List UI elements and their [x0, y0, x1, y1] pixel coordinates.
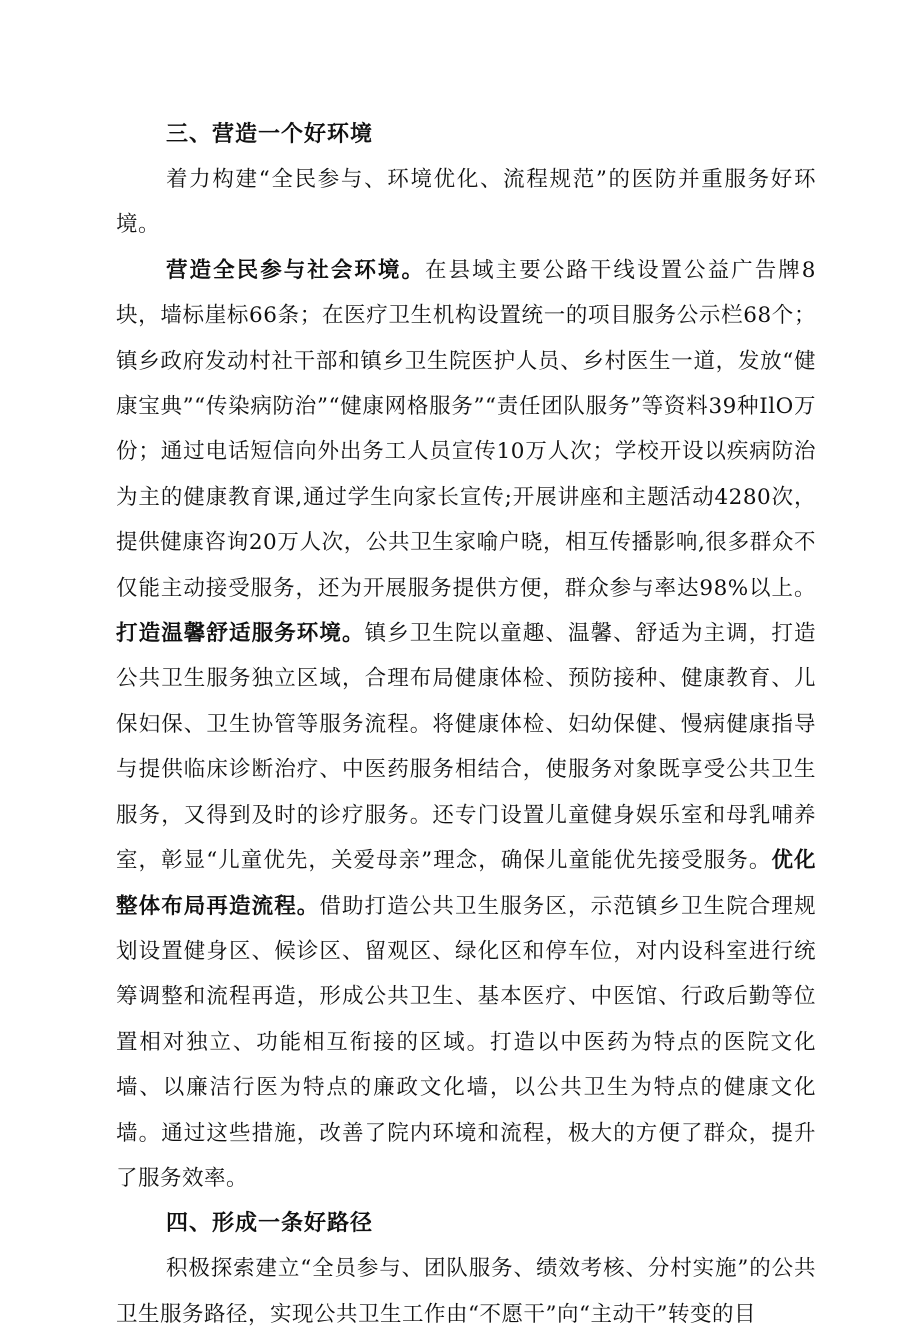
section-4-heading: 四、形成一条好路径 — [166, 1210, 374, 1237]
lead-service-environment: 打造温馨舒适服务环境。 — [116, 621, 365, 647]
section-3-intro: 着力构建“全民参与、环境优化、流程规范”的医防并重服务好环境。 — [116, 167, 816, 238]
section-4-body: 积极探索建立“全员参与、团队服务、绩效考核、分村实施”的公共卫生服务路径，实现公共卫生工作由“不愿干”向“主动干”转变的目 — [116, 1256, 816, 1327]
section-3-heading: 三、营造一个好环境 — [166, 121, 374, 147]
layout-process-text: 借助打造公共卫生服务区，示范镇乡卫生院合理规划设置健身区、候诊区、留观区、绿化区和停车位，对内设科室进行统筹调整和流程再造，形成公共卫生、基本医疗、中医馆、行政后勤等位置相对独立、功能相互衔接的区域。打造以中医药为特点的医院文化墙、以廉洁行医为特点的廉政文化墙，以公共卫生为特点的健康文化墙。通过这些措施，改善了院内环境和流程，极大的方便了群众，提升了服务效率。 — [116, 893, 816, 1191]
community-environment-text: 在县域主要公路干线设置公益广告牌8块，墙标崖标66条；在医疗卫生机构设置统一的项目服务公示栏68个；镇乡政府发动村社干部和镇乡卫生院医护人员、乡村医生一道，发放“健康宝典”“传染病防治”“健康网格服务”“责任团队服务”等资料39种IlO万份；通过电话短信向外出务工人员宣传10万人次；学校开设以疾病防治为主的健康教育课,通过学生向家长宣传;开展讲座和主题活动4280次，提供健康咨询20万人次，公共卫生家喻户晓，相互传播影响,很多群众不仅能主动接受服务，还为开展服务提供方便，群众参与率达98%以上。 — [116, 257, 816, 601]
service-environment-text: 镇乡卫生院以童趣、温馨、舒适为主调，打造公共卫生服务独立区域，合理布局健康体检、预防接种、健康教育、儿保妇保、卫生协管等服务流程。将健康体检、妇幼保健、慢病健康指导与提供临床诊断治疗、中医药服务相结合，使服务对象既享受公共卫生服务，又得到及时的诊疗服务。还专门设置儿童健身娱乐室和母乳哺养室，彰显“儿童优先，关爱母亲”理念，确保儿童能优先接受服务。 — [116, 621, 816, 874]
lead-community-environment: 营造全民参与社会环境。 — [166, 257, 426, 283]
section-3-body — [116, 248, 816, 1202]
lead-layout-process: 优化整体布局再造流程。 — [116, 848, 816, 919]
document-page — [116, 112, 816, 1337]
